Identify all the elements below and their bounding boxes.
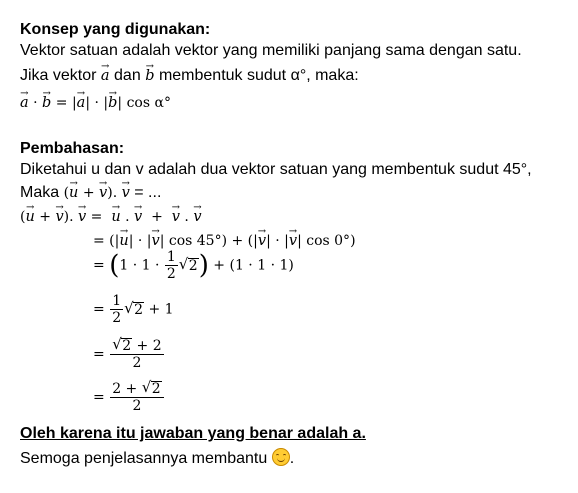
closing-line: Semoga penjelasannya membantu . <box>20 450 295 467</box>
concept-heading: Konsep yang digunakan: <box>20 21 211 38</box>
fraction-one-half: $\frac{1}{2}$ <box>166 249 176 282</box>
fraction-one-half-b: $\frac{1}{2}$ <box>112 293 122 326</box>
step-2: = (|→ u| · |→ v| cos 45°) + (|→ v| · |→ v| cos 0°) <box>93 231 356 251</box>
discussion-question: Maka (→ u + → v). → v = ... <box>20 183 161 203</box>
concept-definition: Vektor satuan adalah vektor yang memiliki panjang sama dengan satu. <box>20 42 522 59</box>
question-prefix: Maka <box>20 184 60 201</box>
cos-0: cos 0° <box>306 233 351 249</box>
formula-cos: cos α° <box>126 95 171 111</box>
question-suffix: = ... <box>134 184 162 201</box>
step-4: = $\frac{1}{2}$ √ 2 + 1 <box>93 293 174 326</box>
discussion-heading: Pembahasan: <box>20 140 125 157</box>
fraction-sqrt2-plus-2: √ 2 + 2 2 <box>112 335 162 371</box>
final-answer: Oleh karena itu jawaban yang benar adalah a. <box>20 425 366 442</box>
vector-b: → b <box>145 66 154 86</box>
step-3: = (1 · 1 · $\frac{1}{2}$ √ 2) + (1 · 1 · 1) <box>93 249 294 282</box>
cos-45: cos 45° <box>168 233 222 249</box>
smiling-face-icon <box>272 448 290 466</box>
fraction-2-plus-sqrt2: 2 + √ 2 2 <box>110 381 163 414</box>
concept-condition <box>20 66 359 86</box>
dot-product-formula: → a · → b = |→ a| · |→ b| cos α° <box>20 93 171 113</box>
closing-text: Semoga penjelasannya membantu <box>20 450 268 467</box>
discussion-given: Diketahui u dan v adalah dua vektor satuan yang membentuk sudut 45°, <box>20 161 532 178</box>
vector-a: → a <box>101 66 110 86</box>
step-1: (→ u + → v). → v = → u . → v + → v . → v <box>20 207 202 227</box>
step-5: = √ 2 + 2 2 <box>93 335 162 371</box>
step-6: = 2 + √ 2 2 <box>93 381 165 414</box>
condition-prefix: Jika vektor <box>20 67 97 84</box>
condition-and: dan <box>114 67 141 84</box>
condition-suffix: membentuk sudut α°, maka: <box>158 67 359 84</box>
